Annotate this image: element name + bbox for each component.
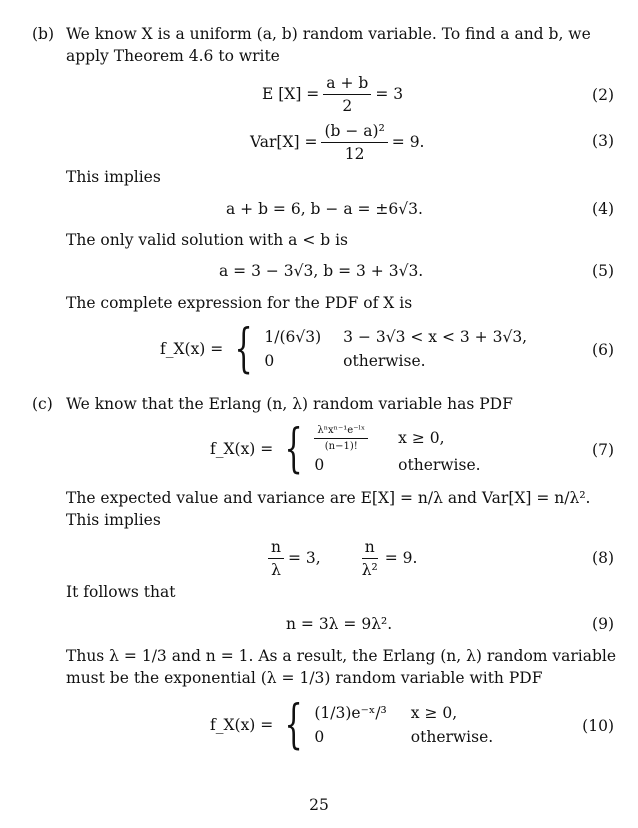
equation-5: a = 3 − 3√3, b = 3 + 3√3.: [219, 262, 424, 280]
equation-7: [210, 420, 481, 478]
valid-solution-text: The only valid solution with a < b is: [66, 231, 348, 249]
eq8-denominator-2: λ²: [361, 560, 378, 579]
this-implies-b: This implies: [66, 168, 161, 186]
eq7-case1-condition: x ≥ 0,: [398, 429, 445, 447]
part-b-line1: We know X is a uniform (a, b) random variable. To find a and b, we: [66, 25, 591, 43]
equation-4: a + b = 6, b − a = ±6√3.: [226, 200, 423, 218]
eq10-case2-condition: otherwise.: [410, 728, 494, 746]
eq6-case2-value: 0: [264, 352, 275, 370]
eq7-case1-denominator: (n−1)!: [324, 440, 358, 452]
eq8-numerator-2: n: [362, 538, 378, 559]
eq3-denominator: 12: [344, 144, 365, 163]
eq2-denominator: 2: [342, 96, 353, 115]
equation-10: [210, 694, 493, 756]
eq7-cases: [314, 425, 480, 474]
eq3-fraction: [321, 122, 387, 163]
eq8-rhs-2: = 9.: [384, 549, 418, 567]
complete-expression-text: The complete expression for the PDF of X is: [66, 294, 413, 312]
page-number: 25: [309, 796, 329, 814]
eq7-case2-condition: otherwise.: [398, 455, 481, 474]
eq6-number: (6): [592, 341, 614, 359]
eq7-case1-numerator: λⁿxⁿ⁻¹e⁻ˡˣ: [314, 425, 368, 439]
equation-9: n = 3λ = 9λ².: [286, 615, 393, 633]
eq7-lhs: f_X(x) =: [210, 440, 274, 458]
equation-8: [264, 534, 417, 582]
eq10-number: (10): [582, 717, 614, 735]
thus-line1: Thus λ = 1/3 and n = 1. As a result, the Erlang (n, λ) random variable: [66, 647, 617, 665]
eq5-number: (5): [592, 262, 614, 280]
thus-line2: must be the exponential (λ = 1/3) random variable with PDF: [66, 669, 543, 687]
eq10-case1-value: (1/3)e⁻ˣ/³: [314, 704, 387, 722]
part-b-label: (b): [32, 25, 55, 43]
eq8-fraction-2: [359, 538, 381, 579]
eq8-rhs-1: = 3,: [287, 549, 321, 567]
part-b-line2: apply Theorem 4.6 to write: [66, 47, 280, 65]
eq4-number: (4): [592, 200, 614, 218]
left-brace-icon: {: [284, 419, 303, 479]
part-c-label: (c): [32, 395, 53, 413]
eq6-lhs: f_X(x) =: [160, 340, 224, 358]
eq9-number: (9): [592, 615, 614, 633]
equation-6: [160, 318, 527, 380]
eq3-number: (3): [592, 132, 614, 150]
eq8-denominator-1: λ: [271, 560, 281, 579]
eq7-number: (7): [592, 441, 614, 459]
eq8-numerator-1: n: [268, 538, 284, 559]
eq2-number: (2): [592, 86, 614, 104]
eq7-case2-value: 0: [314, 455, 325, 474]
left-brace-icon: {: [234, 319, 253, 379]
eq8-number: (8): [592, 549, 614, 567]
eq10-cases: [314, 704, 493, 746]
eq10-case2-value: 0: [314, 728, 325, 746]
eq6-cases: [264, 328, 527, 370]
eq3-numerator: (b − a)²: [321, 122, 387, 143]
eq2-lhs: E [X] =: [262, 85, 320, 103]
eq6-case2-condition: otherwise.: [343, 352, 426, 370]
part-c-line1: We know that the Erlang (n, λ) random variable has PDF: [66, 395, 513, 413]
eq2-fraction: [323, 74, 371, 115]
equation-3: [250, 118, 424, 166]
eq2-rhs: = 3: [375, 85, 404, 103]
eq3-lhs: Var[X] =: [250, 133, 318, 151]
eq3-rhs: = 9.: [391, 133, 425, 151]
expected-value-text: The expected value and variance are E[X] = n/λ and Var[X] = n/λ².: [66, 489, 591, 507]
eq7-case1-fraction: [314, 425, 368, 452]
it-follows-text: It follows that: [66, 583, 176, 601]
eq6-case1-condition: 3 − 3√3 < x < 3 + 3√3,: [343, 328, 528, 346]
eq10-lhs: f_X(x) =: [210, 716, 274, 734]
eq6-case1-value: 1/(6√3): [264, 328, 322, 346]
eq2-numerator: a + b: [323, 74, 371, 95]
equation-2: [262, 70, 403, 118]
eq8-fraction-1: [268, 538, 284, 579]
this-implies-c: This implies: [66, 511, 161, 529]
left-brace-icon: {: [284, 695, 303, 755]
eq10-case1-condition: x ≥ 0,: [410, 704, 458, 722]
